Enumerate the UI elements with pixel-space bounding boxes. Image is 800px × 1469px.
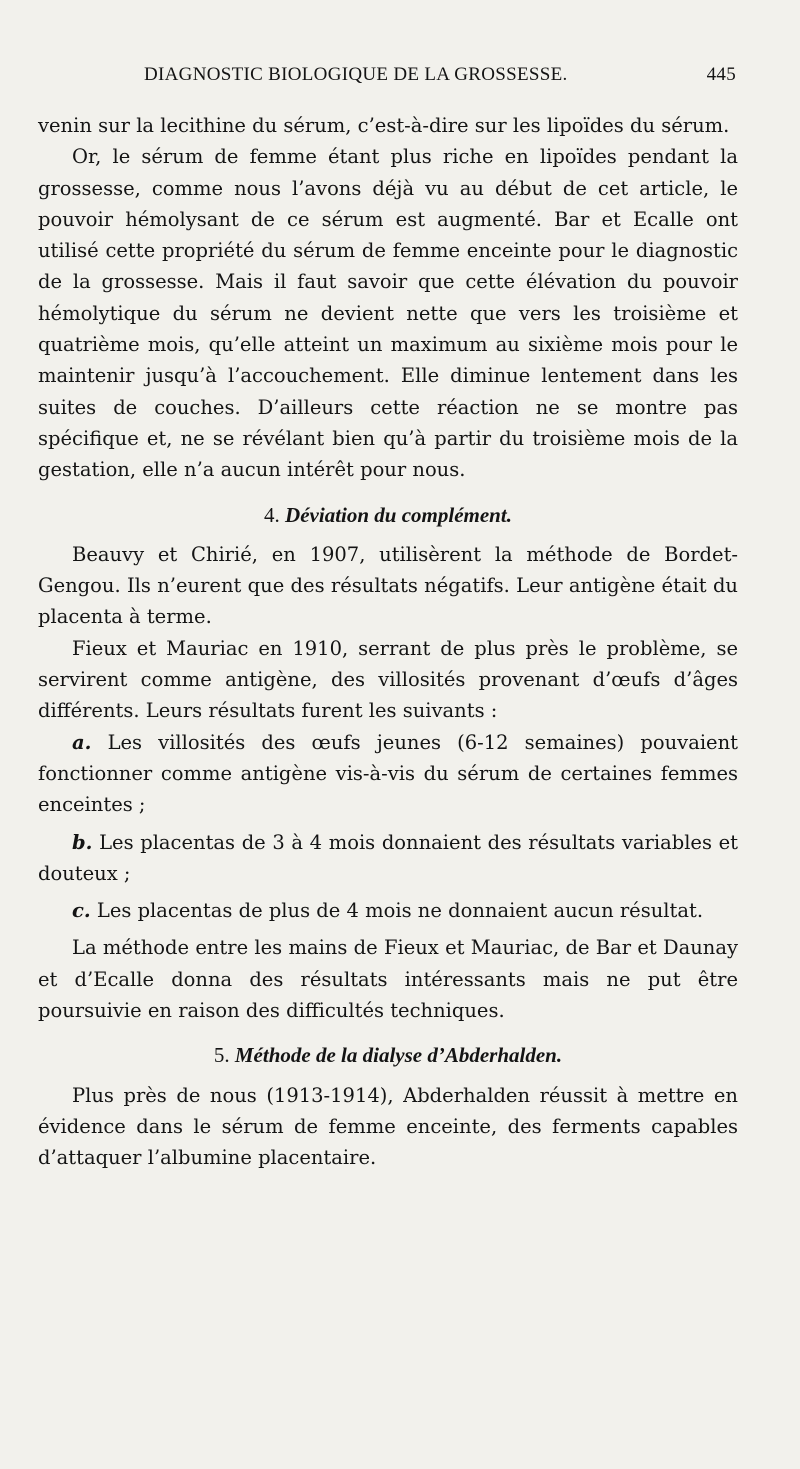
section-heading-4 — [38, 500, 738, 531]
paragraph-continuation: venin sur la lecithine du sérum, c’est-à-dire sur les lipoïdes du sérum. — [38, 114, 730, 137]
paragraph-hemolysis: Or, le sérum de femme étant plus riche en lipoïdes pendant la grossesse, comme nous l’avons déjà vu au début de cet article, le pouvoir hémolysant de ce sérum est augmenté. Bar et Ecalle ont utilisé cette propriété du sérum de femme enceinte pour le diagnostic de la grossesse. Mais il faut savoir que cette élévation du pouvoir hémolytique du sérum ne devient nette que vers les troisième et quatrième mois, qu’elle atteint un maximum au sixième mois pour le maintenir jusqu’à l’accouchement. Elle diminue lentement dans les suites de couches. D’ailleurs cette réaction ne se montre pas spécifique et, ne se révélant bien qu’à partir du troisième mois de la gestation, elle n’a aucun intérêt pour nous. — [38, 145, 738, 482]
section-title-4: Déviation du complément. — [285, 502, 512, 527]
paragraph-beauvy: Beauvy et Chirié, en 1907, utilisèrent la méthode de Bordet-Gengou. Ils n’eurent que des résultats négatifs. Leur antigène était du placenta à terme. — [38, 542, 738, 629]
result-letter-a: a. — [72, 730, 92, 754]
result-item-c — [38, 895, 738, 926]
running-head — [38, 64, 744, 94]
result-text-b: Les placentas de 3 à 4 mois donnaient des résultats variables et douteux ; — [38, 830, 738, 885]
section-heading-5 — [38, 1040, 738, 1071]
paragraph-fieux: Fieux et Mauriac en 1910, serrant de plus près le problème, se servirent comme antigène, des villosités provenant d’œufs d’âges différents. Leurs résultats furent les suivants : — [38, 636, 738, 723]
page-number: 445 — [706, 64, 736, 85]
paragraph-methode: La méthode entre les mains de Fieux et Mauriac, de Bar et Daunay et d’Ecalle donna des résultats intéressants mais ne put être poursuivie en raison des difficultés techniques. — [38, 936, 738, 1023]
result-letter-c: c. — [72, 899, 91, 923]
section-title-5: Méthode de la dialyse d’Abderhalden. — [234, 1043, 563, 1068]
body-text — [38, 110, 738, 1174]
result-text-c: Les placentas de plus de 4 mois ne donnaient aucun résultat. — [96, 899, 704, 923]
result-text-a: Les villosités des œufs jeunes (6-12 semaines) pouvaient fonctionner comme antigène vis-à-vis du sérum de certaines femmes enceintes ; — [38, 730, 738, 817]
section-number-5: 5. — [213, 1043, 230, 1068]
result-letter-b: b. — [72, 830, 93, 854]
section-number-4: 4. — [264, 502, 280, 527]
result-item-b — [38, 827, 738, 890]
running-head-title: DIAGNOSTIC BIOLOGIQUE DE LA GROSSESSE. — [144, 64, 568, 85]
paragraph-abderhalden: Plus près de nous (1913-1914), Abderhalden réussit à mettre en évidence dans le sérum de femme enceinte, des ferments capables d’attaquer l’albumine placentaire. — [38, 1083, 738, 1170]
result-item-a — [38, 727, 738, 821]
